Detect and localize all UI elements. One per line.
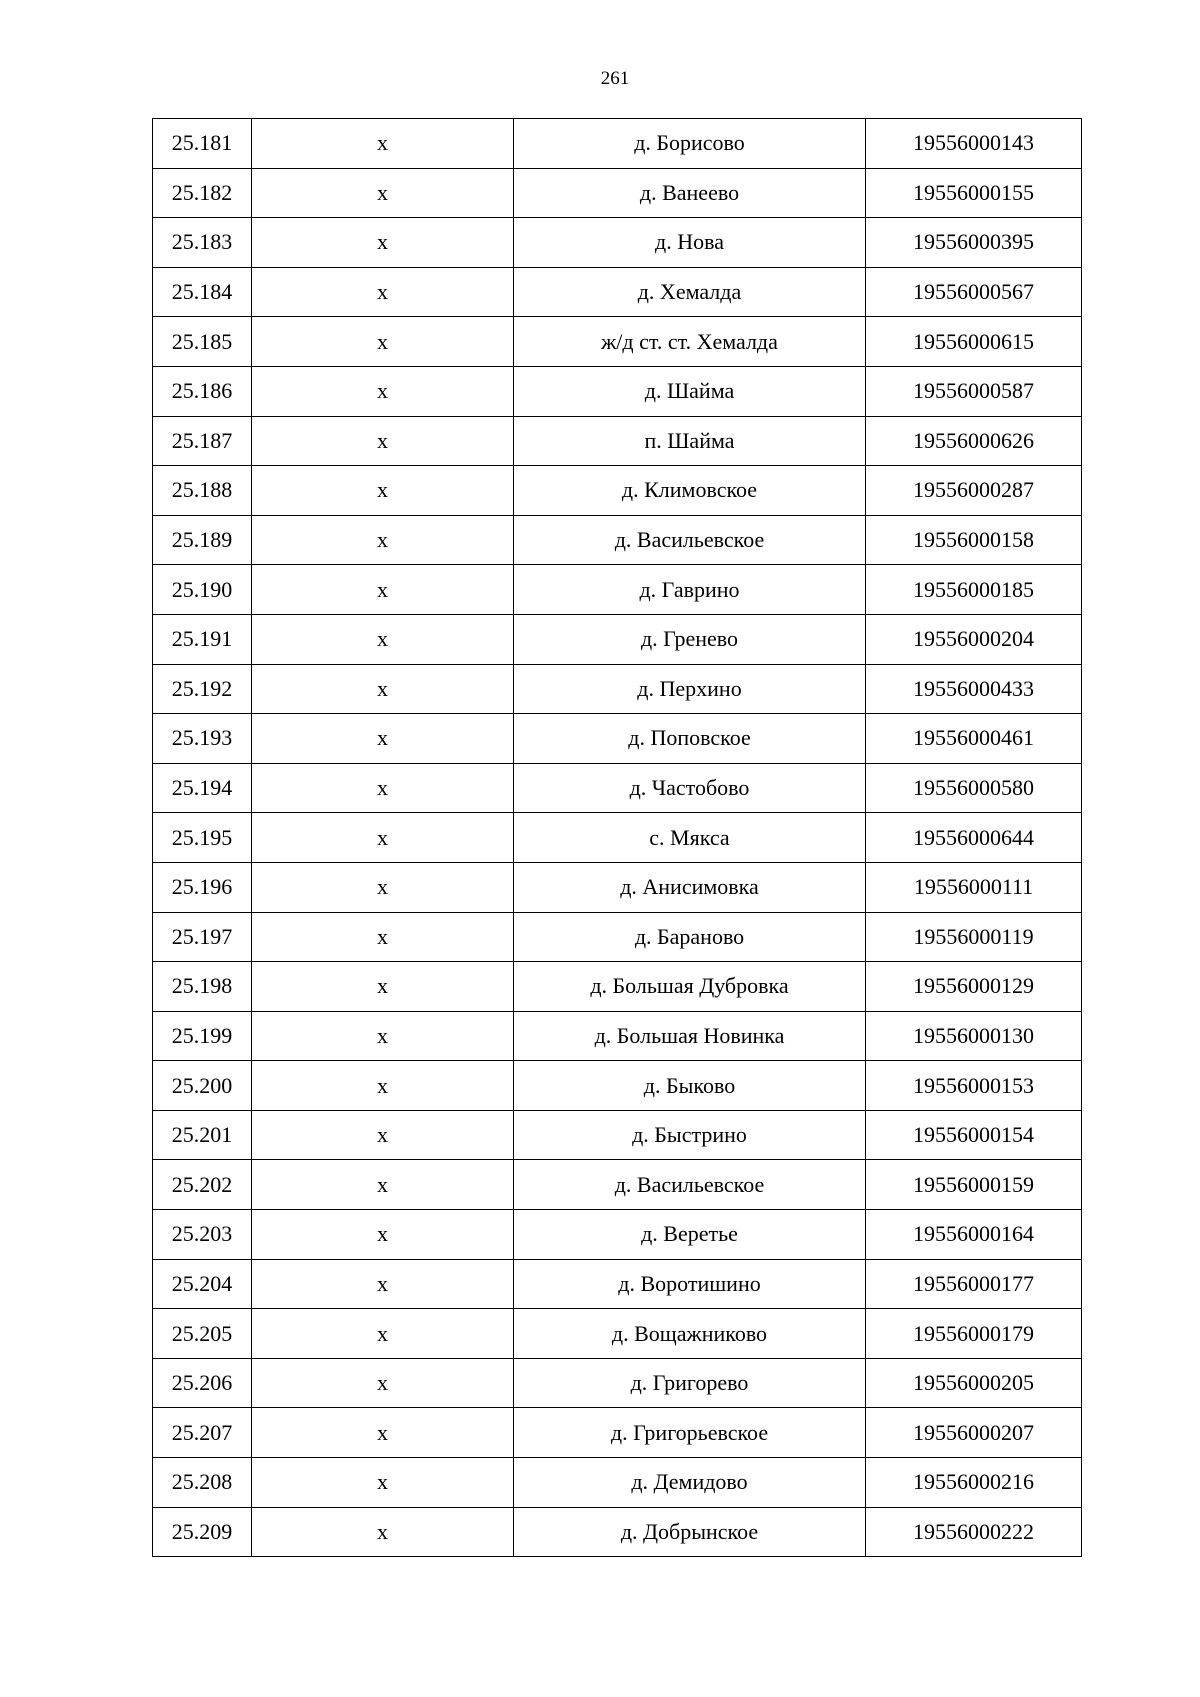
code-cell: 19556000164 xyxy=(866,1210,1082,1260)
settlement-name-cell: д. Григорьевское xyxy=(514,1408,866,1458)
code-cell: 19556000615 xyxy=(866,317,1082,367)
table-row xyxy=(153,366,1082,416)
settlement-name-cell: д. Гренево xyxy=(514,614,866,664)
code-cell: 19556000159 xyxy=(866,1160,1082,1210)
table-row xyxy=(153,1160,1082,1210)
marker-cell: х xyxy=(252,1309,514,1359)
marker-cell: х xyxy=(252,565,514,615)
table-row xyxy=(153,565,1082,615)
table-row xyxy=(153,1408,1082,1458)
code-cell: 19556000222 xyxy=(866,1507,1082,1557)
row-number-cell: 25.191 xyxy=(153,614,252,664)
marker-cell: х xyxy=(252,267,514,317)
row-number-cell: 25.206 xyxy=(153,1358,252,1408)
code-cell: 19556000158 xyxy=(866,515,1082,565)
settlement-name-cell: с. Мякса xyxy=(514,813,866,863)
table-row xyxy=(153,168,1082,218)
code-cell: 19556000154 xyxy=(866,1110,1082,1160)
code-cell: 19556000567 xyxy=(866,267,1082,317)
page-number: 261 xyxy=(600,68,630,89)
row-number-cell: 25.209 xyxy=(153,1507,252,1557)
row-number-cell: 25.195 xyxy=(153,813,252,863)
code-cell: 19556000433 xyxy=(866,664,1082,714)
marker-cell: х xyxy=(252,119,514,169)
row-number-cell: 25.182 xyxy=(153,168,252,218)
marker-cell: х xyxy=(252,1458,514,1508)
settlement-name-cell: д. Быково xyxy=(514,1061,866,1111)
marker-cell: х xyxy=(252,1507,514,1557)
row-number-cell: 25.199 xyxy=(153,1011,252,1061)
marker-cell: х xyxy=(252,1259,514,1309)
marker-cell: х xyxy=(252,416,514,466)
marker-cell: х xyxy=(252,466,514,516)
settlement-name-cell: д. Добрынское xyxy=(514,1507,866,1557)
code-cell: 19556000207 xyxy=(866,1408,1082,1458)
table-row xyxy=(153,1259,1082,1309)
settlement-name-cell: д. Поповское xyxy=(514,714,866,764)
settlement-name-cell: д. Вощажниково xyxy=(514,1309,866,1359)
marker-cell: х xyxy=(252,218,514,268)
table-row xyxy=(153,515,1082,565)
table-row xyxy=(153,218,1082,268)
row-number-cell: 25.189 xyxy=(153,515,252,565)
table-row xyxy=(153,714,1082,764)
settlement-name-cell: д. Демидово xyxy=(514,1458,866,1508)
table-row xyxy=(153,466,1082,516)
marker-cell: х xyxy=(252,714,514,764)
marker-cell: х xyxy=(252,1358,514,1408)
code-cell: 19556000587 xyxy=(866,366,1082,416)
row-number-cell: 25.181 xyxy=(153,119,252,169)
settlement-name-cell: д. Большая Новинка xyxy=(514,1011,866,1061)
settlement-name-cell: д. Анисимовка xyxy=(514,862,866,912)
table-row xyxy=(153,813,1082,863)
row-number-cell: 25.186 xyxy=(153,366,252,416)
table-row xyxy=(153,912,1082,962)
row-number-cell: 25.198 xyxy=(153,962,252,1012)
table-row xyxy=(153,1309,1082,1359)
marker-cell: х xyxy=(252,763,514,813)
row-number-cell: 25.207 xyxy=(153,1408,252,1458)
settlement-name-cell: д. Васильевское xyxy=(514,515,866,565)
settlement-name-cell: д. Нова xyxy=(514,218,866,268)
settlement-name-cell: ж/д ст. ст. Хемалда xyxy=(514,317,866,367)
code-cell: 19556000205 xyxy=(866,1358,1082,1408)
row-number-cell: 25.200 xyxy=(153,1061,252,1111)
row-number-cell: 25.183 xyxy=(153,218,252,268)
row-number-cell: 25.208 xyxy=(153,1458,252,1508)
marker-cell: х xyxy=(252,515,514,565)
marker-cell: х xyxy=(252,813,514,863)
table-row xyxy=(153,1507,1082,1557)
settlement-name-cell: д. Гаврино xyxy=(514,565,866,615)
marker-cell: х xyxy=(252,1011,514,1061)
code-cell: 19556000287 xyxy=(866,466,1082,516)
row-number-cell: 25.203 xyxy=(153,1210,252,1260)
table-row xyxy=(153,763,1082,813)
table-row xyxy=(153,1358,1082,1408)
code-cell: 19556000644 xyxy=(866,813,1082,863)
code-cell: 19556000626 xyxy=(866,416,1082,466)
table-row xyxy=(153,962,1082,1012)
table-row xyxy=(153,1210,1082,1260)
row-number-cell: 25.187 xyxy=(153,416,252,466)
settlement-name-cell: п. Шайма xyxy=(514,416,866,466)
table-row xyxy=(153,317,1082,367)
marker-cell: х xyxy=(252,168,514,218)
marker-cell: х xyxy=(252,1110,514,1160)
code-cell: 19556000185 xyxy=(866,565,1082,615)
table-row xyxy=(153,664,1082,714)
marker-cell: х xyxy=(252,1061,514,1111)
table-row xyxy=(153,416,1082,466)
code-cell: 19556000111 xyxy=(866,862,1082,912)
row-number-cell: 25.184 xyxy=(153,267,252,317)
table-row xyxy=(153,1110,1082,1160)
marker-cell: х xyxy=(252,912,514,962)
settlement-name-cell: д. Воротишино xyxy=(514,1259,866,1309)
row-number-cell: 25.202 xyxy=(153,1160,252,1210)
settlement-name-cell: д. Быстрино xyxy=(514,1110,866,1160)
marker-cell: х xyxy=(252,317,514,367)
settlement-name-cell: д. Бараново xyxy=(514,912,866,962)
marker-cell: х xyxy=(252,1210,514,1260)
row-number-cell: 25.194 xyxy=(153,763,252,813)
table-body xyxy=(153,119,1082,1557)
table-row xyxy=(153,614,1082,664)
settlement-name-cell: д. Шайма xyxy=(514,366,866,416)
code-cell: 19556000204 xyxy=(866,614,1082,664)
table-row xyxy=(153,119,1082,169)
settlement-name-cell: д. Частобово xyxy=(514,763,866,813)
settlement-name-cell: д. Перхино xyxy=(514,664,866,714)
table-row xyxy=(153,1458,1082,1508)
marker-cell: х xyxy=(252,366,514,416)
settlement-name-cell: д. Хемалда xyxy=(514,267,866,317)
code-cell: 19556000177 xyxy=(866,1259,1082,1309)
row-number-cell: 25.205 xyxy=(153,1309,252,1359)
marker-cell: х xyxy=(252,862,514,912)
row-number-cell: 25.190 xyxy=(153,565,252,615)
code-cell: 19556000119 xyxy=(866,912,1082,962)
marker-cell: х xyxy=(252,614,514,664)
code-cell: 19556000155 xyxy=(866,168,1082,218)
settlement-name-cell: д. Борисово xyxy=(514,119,866,169)
row-number-cell: 25.185 xyxy=(153,317,252,367)
table-row xyxy=(153,862,1082,912)
code-cell: 19556000580 xyxy=(866,763,1082,813)
row-number-cell: 25.188 xyxy=(153,466,252,516)
code-cell: 19556000395 xyxy=(866,218,1082,268)
code-cell: 19556000153 xyxy=(866,1061,1082,1111)
row-number-cell: 25.201 xyxy=(153,1110,252,1160)
row-number-cell: 25.204 xyxy=(153,1259,252,1309)
row-number-cell: 25.192 xyxy=(153,664,252,714)
row-number-cell: 25.193 xyxy=(153,714,252,764)
settlement-name-cell: д. Большая Дубровка xyxy=(514,962,866,1012)
code-cell: 19556000216 xyxy=(866,1458,1082,1508)
settlement-name-cell: д. Ванеево xyxy=(514,168,866,218)
settlement-name-cell: д. Васильевское xyxy=(514,1160,866,1210)
marker-cell: х xyxy=(252,664,514,714)
row-number-cell: 25.197 xyxy=(153,912,252,962)
table-row xyxy=(153,267,1082,317)
code-cell: 19556000143 xyxy=(866,119,1082,169)
settlements-table xyxy=(152,118,1082,1557)
code-cell: 19556000179 xyxy=(866,1309,1082,1359)
table-row xyxy=(153,1061,1082,1111)
settlement-name-cell: д. Веретье xyxy=(514,1210,866,1260)
marker-cell: х xyxy=(252,1160,514,1210)
marker-cell: х xyxy=(252,1408,514,1458)
code-cell: 19556000130 xyxy=(866,1011,1082,1061)
code-cell: 19556000461 xyxy=(866,714,1082,764)
table-row xyxy=(153,1011,1082,1061)
row-number-cell: 25.196 xyxy=(153,862,252,912)
marker-cell: х xyxy=(252,962,514,1012)
code-cell: 19556000129 xyxy=(866,962,1082,1012)
settlement-name-cell: д. Григорево xyxy=(514,1358,866,1408)
settlement-name-cell: д. Климовское xyxy=(514,466,866,516)
